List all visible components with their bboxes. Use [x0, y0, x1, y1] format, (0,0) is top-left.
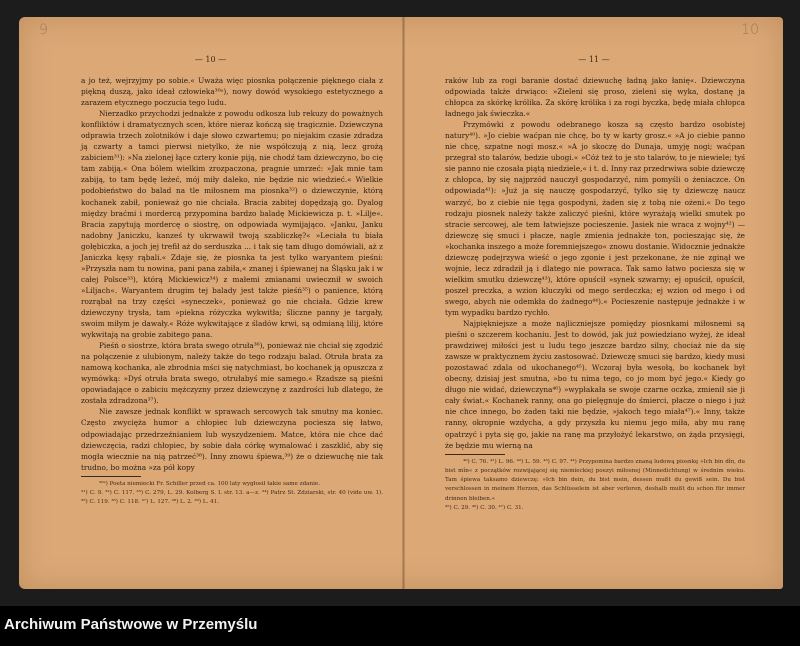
- archive-caption-bar: [0, 606, 800, 646]
- paragraph: a jo też, wejrzyjmy po sobie.« Uważa więc piosnka połączenie pięknego ciała z piękną duszą, jako ideał człowieka³⁰ᵃ), nowy dowód wysokiego estetycznego a zarazem etycznego poczucia tego ludu.: [81, 76, 383, 108]
- footnote-divider: [445, 454, 505, 455]
- archival-pencil-number: 10: [741, 22, 759, 38]
- right-page: [405, 17, 783, 589]
- footnote: ³¹) C. 9. ³²) C. 117. ³³) C. 279, L. 29. Kolberg S. I. str. 13. a—z. ³⁴) Patrz St. Zdziarski, str. 40 (vide uw. 1). ³⁵) C. 119. ³⁶) C. 118. ³⁷) L. 127. ³⁸) L. 2. ³⁹) L. 41.: [81, 489, 383, 506]
- page-body: [81, 75, 383, 508]
- paragraph: Najpiękniejsze a może najliczniejsze pomiędzy piosnkami miłosnemi są pieśni o szczerem kochaniu. Jest to dowód, jak już powiedziano wyżej, że ideał prawdziwej miłości jest u ludu tego jeszcze bardzo silny, chociaż nie da się zawsze w praktycznem życiu zastosować. Dziewczę smuci się bardzo, kiedy musi pozostawać zdala od ukochanego⁴⁵). Wczoraj była wesołą, bo kochanek był obecny, dzisiaj jest smutna, »bo tu nima tego, co jo mom być jego.« Kiedy go długo nie widać, dziewczyna⁴⁶) »wypłakała se swoje czarne oczka, zmienił sie ji cały świat.« Kochanek ranny, ona go pielęgnuje do śmierci, płacze o niego i już nie chce innego, bo żaden taki nie będzie, »jakoch tego miała⁴⁷).« Inny, także ranny, okropnie wzdycha, a gdy przyszła ku niemu jego miła, aby mu ranę opatrzyć i pyta się go, jakie na ranę ma przyłożyć lekarstwo, on żąda przysięgi, że będzie mu wierną na: [445, 319, 745, 450]
- footnote: ³⁰ᵃ) Poeta niemiecki Fr. Schiller przed ca. 100 laty wygłosił takie same zdanie.: [99, 480, 320, 487]
- footnotes: [445, 458, 745, 514]
- paragraph: Nie zawsze jednak konflikt w sprawach sercowych tak smutny ma koniec. Często zwycięża humor a chłopiec lub dziewczyna pociesza się łatwo, odpowiadając przedrzeźnianiem lub wyszydzeniem. Matce, która nie chce dać dziewczęcia, radzi chłopiec, by sobie dała córkę wymalować i zaszklić, aby się mogła wiecznie na nią patrzeć³⁸). Inny znowu śpiewa,³⁹) że o dziewuchę nie tak trudno, bo można »za pół kopy: [81, 407, 383, 472]
- footnotes: [81, 480, 383, 508]
- footnote: ⁴⁰) C. 76. ⁴¹) L. 96. ⁴²) L. 59. ⁴³) C. 97. ⁴⁴) Przypomina bardzo znaną ludową piosnkę »Ich bin dîn, du bist mîn« z początków rozwijającej się niemieckiej poezyi miłosnej (Minnedichtung) w średnim wieku. Tam śpiewa taksamo dziewczę: »Ich bin dein, du bist mein, dessen mußt du gewiß sein. Du bist verschlossen in meinem Herzen, das Schlüsselein ist aber verloren, deshalb mußt du schon für immer drinnen bleiben.«: [445, 458, 745, 502]
- paragraph: Pieśń o siostrze, która brata swego otruła³⁶), ponieważ nie chciał się zgodzić na połączenie z ulubionym, należy także do tego rodzaju balad. Otruła brata za namową kochanka, ale zbrodnia mści się natychmiast, bo kochanek ją opuszcza z wymówką: »Dyś otruła brata swego, otrułabyś mie samego.« Rzadsze są pieśni opowiadające o zabiciu mężczyzny przez dziewczynę z zazdrości lub dlatego, że została zdradzona³⁷).: [81, 341, 383, 406]
- page-number: — 10 —: [194, 55, 227, 64]
- footnote-divider: [81, 476, 141, 477]
- archival-pencil-number: 9: [39, 22, 48, 38]
- archive-name: Archiwum Państwowe w Przemyślu: [4, 616, 258, 633]
- page-number: — 11 —: [578, 55, 610, 64]
- footnote: ⁴⁵) C. 29. ⁴⁶) C. 30. ⁴⁷) C. 31.: [445, 505, 524, 512]
- paragraph: Nierzadko przychodzi jednakże z powodu odkosza lub rekuzy do poważnych konfliktów i dramatycznych scen, które nieraz kończą się tragicznie. Dziewczyna odprawia trzech zolotników i daje słowo czwartemu; po niejakim czasie zdradza ją czwarty a tamci pierwsi nietylko, że nie współczują z nią, lecz grożą zabiciem³¹): »Na zielonej łące cztery konie piją, nie chodź tam dziewczyno, bo cię tam zabiją.« Ona bólem wielkim zrozpaczona, pragnie umrzeć: »Jak mnie tam zabiją, to tam będę leżeć, mój miły daleko, nie będzie nic wiedzieć.« Wielkie podobieństwo do balad na tle miłosnem ma piosnka³²) o dziewczynie, którą kochanek zabił, ponieważ go nie chciała. Bracia zabitej dopędzają go. Dyalog między braćmi i mordercą przypomina bardzo baladę Mickiewicza p. t. »Lilje«. Bracia zapytują mordercę o siostrę, on odpowiada wymijająco. »Janku, Janku nadobny Janiczku, kanześ ty ukrwawił twoją szabliczkę?« »Leciała tu biała gołębiczka, a joch jej trefił aż do serduszka ... i tak się tam długo domówiali, aż z Janiczka kęsy rąbali.« Zdaje się, że piosnka ta jest tylko waryantem pieśni: »Przyszła nam tu nowina, pani pana zabiła,« znanej i śpiewanej na Śląsku jak i w całej Polsce³³), którą Mickiewicz³⁴) z małemi zmianami uwiecznił w swoich »Liljach«. Waryantem drugim tej balady jest także pieśń³⁵) o panience, którą rozrąbał na trzy części »syneczek«, ponieważ go nie chciała. Gdzie krew dziewczyny trysła, tam »piekna różyczka wykwitła; śliczne panny je targały, swoim miłym je dawały.« Róże wykwitające z śladów krwi, są odmianą lilij, które wykwitają na grobie zabitego pana.: [81, 109, 383, 340]
- open-book-scan: [19, 17, 783, 589]
- page-body: [445, 75, 745, 513]
- left-page: [19, 17, 402, 589]
- paragraph: Przymówki z powodu odebranego kosza są często bardzo osobistej natury⁴⁰). »Jo ciebie waćpan nie chcę, bo ty w karty grosz.« »A jo ciebie panno nie chcę, szpatne nogi mosz.« »A jo skoczę do Dunaja, umyję nogi; waćpan przegrał sto talarów, bedzie ubogi.« »Cóż też to je sto talarów, to je niewiele; tyś sie panno nie czosała piątą niedziele,« i t. d. Inny raz przedrwiwa sobie dziewczę z chłopca, by się najprzód nauczył gospodarzyć, nim pomyśli o żeniaczce. On odpowiada⁴¹): »Już ja się nauczę gospodarzyć, tylko się ty dziewczę naucz warzyć, bo z ciebie nie tęga gospodyni, żaden się z tobą nie ożeni.« Do tego rodzaju piosnek należy także zaliczyć pieśni, które wyrażają wielki smutek po stracie sercowej, ale tem łatwiejsze pocieszenie. Jasiek nie wraca z wojny⁴²) — dziewczę się smuci i płacze, nagle zmienia jednakże ton, pocieszając się, że »kochanka inszego a może foremniejszego« znowu dostanie. Widocznie jednakże dziewczę podejrzywa wieść o jego zgonie i jest przekonane, że nie zginął we wojnie, lecz zdradził ją i dlatego nie powraca. Tak samo łatwo pociesza się w wielkim smutku dziewczę⁴³), które opuścił »synek szwarny; ej opuścił, opuścił, poszeł preczka, a wzion kluczyki od mego serdeczka; ej wzion od mego i od swego, abych nie odemkła do żadnego⁴⁴).« Pocieszenie następuje jednakże i w tym wypadku bardzo rychło.: [445, 120, 745, 317]
- paragraph: raków lub za rogi baranie dostać dziewuchę ładną jako łanię«. Dziewczyna odpowiada także drwiąco: »Zieleni się proso, zieleni się wyka, dostanę ja chłopca za skórkę królika. Za skórę królika i za rogi byczka, będę miała chłopca ładnego jak świeczka.«: [445, 76, 745, 119]
